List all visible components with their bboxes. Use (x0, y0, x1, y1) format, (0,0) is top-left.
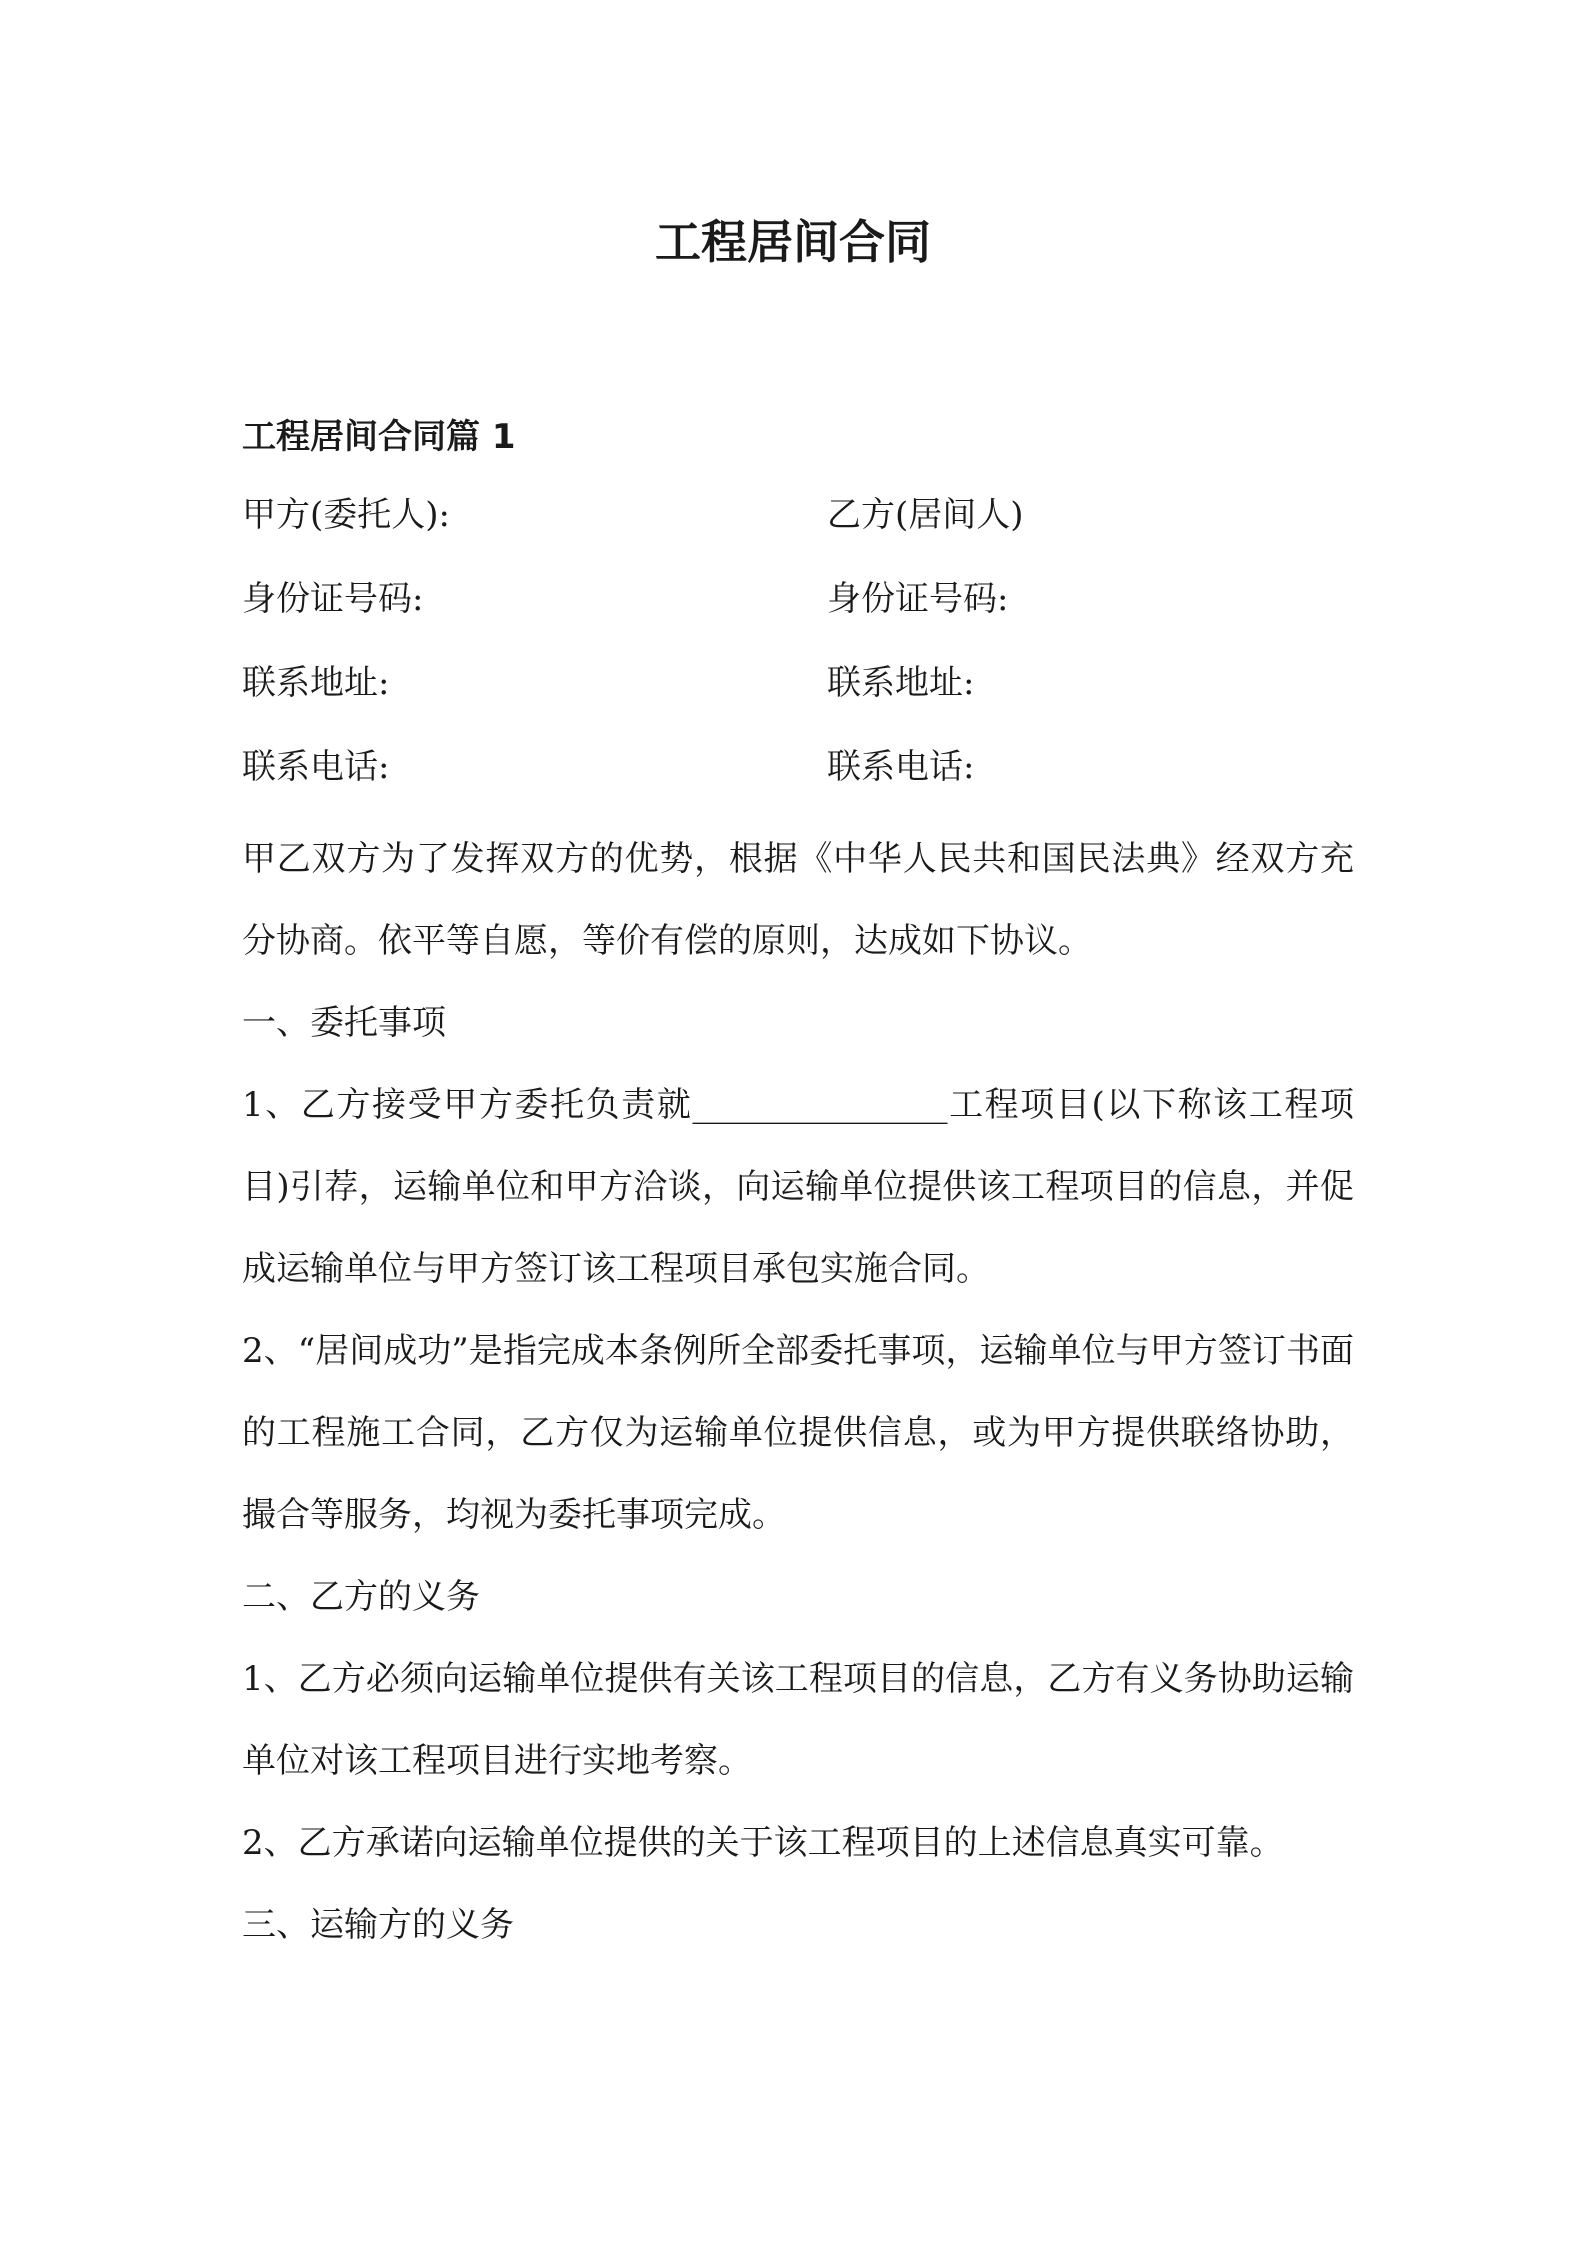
party-a-address-label: 联系地址: (242, 663, 390, 703)
party-info-table (242, 490, 1352, 826)
clause-1-1: 1、乙方接受甲方委托负责就_______________工程项目(以下称该工程项目)引荐，运输单位和甲方洽谈，向运输单位提供该工程项目的信息，并促成运输单位与甲方签订该工程项目承包实施合同。 (242, 1085, 1354, 1289)
heading-entrusted-matters: 一、委托事项 (242, 1003, 446, 1043)
party-row (242, 742, 1352, 826)
heading-transport-obligations: 三、运输方的义务 (242, 1905, 514, 1945)
document-title: 工程居间合同 (655, 215, 931, 269)
party-b-label: 乙方(居间人) (827, 495, 1024, 535)
party-row (242, 574, 1352, 658)
heading-party-b-obligations: 二、乙方的义务 (242, 1577, 480, 1617)
party-a-id-label: 身份证号码: (242, 579, 424, 619)
party-row (242, 658, 1352, 742)
intro-paragraph: 甲乙双方为了发挥双方的优势，根据《中华人民共和国民法典》经双方充分协商。依平等自愿，等价有偿的原则，达成如下协议。 (242, 839, 1354, 961)
party-b-address-label: 联系地址: (827, 663, 975, 703)
party-row (242, 490, 1352, 574)
section-title: 工程居间合同篇 1 (242, 417, 516, 457)
clause-2-1: 1、乙方必须向运输单位提供有关该工程项目的信息，乙方有义务协助运输单位对该工程项目进行实地考察。 (242, 1659, 1354, 1781)
party-b-phone-label: 联系电话: (827, 747, 975, 787)
party-a-label: 甲方(委托人): (242, 495, 450, 535)
clause-1-2: 2、“居间成功”是指完成本条例所全部委托事项，运输单位与甲方签订书面的工程施工合同，乙方仅为运输单位提供信息，或为甲方提供联络协助，撮合等服务，均视为委托事项完成。 (242, 1331, 1354, 1535)
party-b-id-label: 身份证号码: (827, 579, 1009, 619)
party-a-phone-label: 联系电话: (242, 747, 390, 787)
clause-2-2: 2、乙方承诺向运输单位提供的关于该工程项目的上述信息真实可靠。 (242, 1823, 1284, 1863)
